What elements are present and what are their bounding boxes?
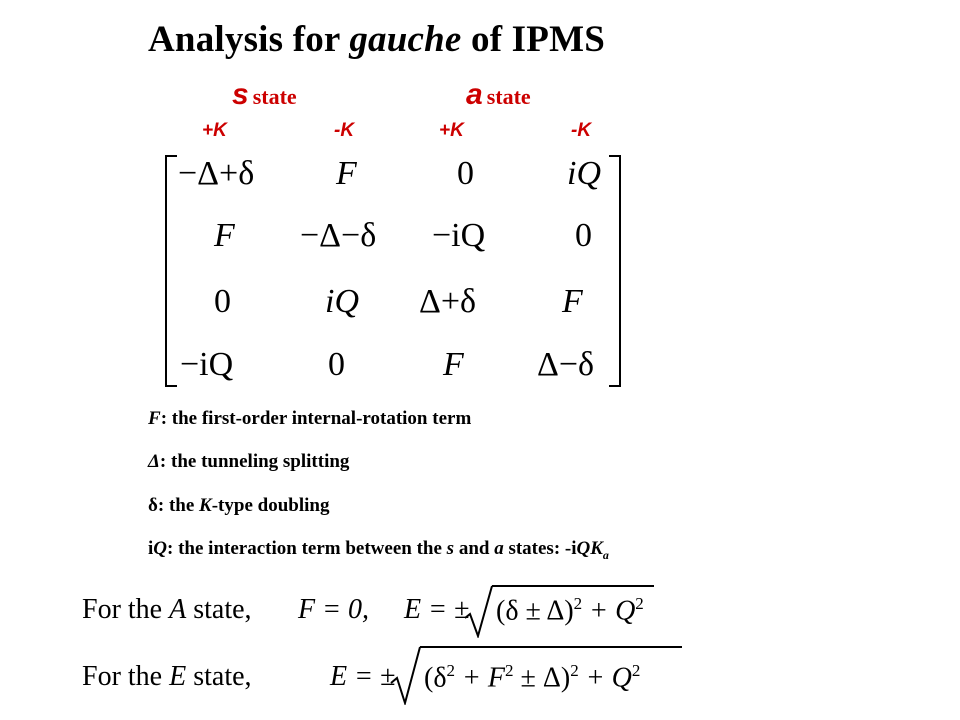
matrix-cell-r1c4-text: iQ bbox=[567, 155, 601, 192]
s-state-symbol: s bbox=[232, 78, 249, 111]
equation-e-plus-q: + Q bbox=[578, 662, 632, 694]
equation-a-lhs bbox=[404, 594, 469, 626]
title-text-italic: gauche bbox=[349, 19, 462, 60]
matrix-left-bracket bbox=[165, 155, 177, 387]
equation-a-label-post: state, bbox=[186, 594, 252, 625]
legend-iq-q: Q bbox=[153, 538, 168, 559]
matrix-cell-r4c1: −iQ bbox=[180, 346, 234, 383]
equation-a-square-2: 2 bbox=[635, 594, 644, 613]
legend-small-delta-text-2: -type doubling bbox=[211, 495, 330, 516]
matrix-cell-r2c1 bbox=[214, 217, 235, 255]
matrix-right-bracket bbox=[609, 155, 621, 387]
legend-f-symbol: F bbox=[148, 408, 161, 429]
matrix-cell-r3c3: Δ+δ bbox=[419, 283, 477, 320]
a-state-header bbox=[466, 78, 531, 112]
equation-e-square-d: 2 bbox=[446, 661, 456, 680]
legend-iq-s: s bbox=[446, 538, 455, 559]
equation-a-radicand bbox=[496, 594, 644, 627]
equation-e-square-1: 2 bbox=[570, 661, 579, 680]
equation-a-label-sym: A bbox=[169, 594, 187, 625]
equation-a-sqrt-bar bbox=[492, 585, 654, 587]
equation-e-square-2: 2 bbox=[631, 661, 641, 680]
matrix-cell-r3c1: 0 bbox=[214, 283, 231, 320]
equation-e-lhs-text: E = ± bbox=[330, 661, 396, 692]
page-title bbox=[148, 18, 605, 61]
equation-a-label bbox=[82, 594, 252, 626]
k-label-2: -K bbox=[334, 120, 355, 141]
equation-a-lhs-text: E = ± bbox=[404, 594, 470, 625]
matrix-cell-r3c4 bbox=[562, 283, 583, 321]
legend-delta-symbol: Δ bbox=[148, 451, 160, 472]
legend-small-delta bbox=[148, 495, 329, 517]
s-state-header bbox=[232, 78, 297, 112]
legend-delta-text: : the tunneling splitting bbox=[159, 451, 350, 472]
matrix-cell-r2c1-text: F bbox=[214, 217, 235, 254]
matrix-cell-r2c4: 0 bbox=[575, 217, 592, 254]
a-state-word: state bbox=[486, 84, 531, 109]
legend-f bbox=[148, 408, 471, 430]
equation-e-sqrt-sign bbox=[390, 645, 422, 705]
matrix-cell-r4c3-text: F bbox=[443, 346, 464, 383]
title-text-post: of IPMS bbox=[461, 19, 605, 60]
k-label-4: -K bbox=[571, 120, 592, 141]
matrix-cell-r1c1: −Δ+δ bbox=[178, 155, 255, 192]
legend-iq-text-1: : the interaction term between the bbox=[167, 538, 447, 559]
legend-f-text: : the first-order internal-rotation term bbox=[160, 408, 472, 429]
matrix-cell-r4c3 bbox=[443, 346, 464, 384]
equation-a-plus-q: + Q bbox=[582, 595, 636, 627]
equation-a-radicand-text: (δ ± Δ) bbox=[496, 595, 574, 627]
equation-e-open-paren: ( bbox=[424, 662, 434, 694]
legend-delta bbox=[148, 451, 349, 473]
legend-iq-text-2: and bbox=[454, 538, 495, 559]
legend-iq-sub: a bbox=[602, 547, 609, 562]
legend-iq-i: i bbox=[148, 538, 154, 559]
a-state-symbol: a bbox=[466, 78, 483, 111]
k-label-3: +K bbox=[439, 120, 464, 141]
s-state-word: state bbox=[252, 84, 297, 109]
equation-e-sqrt-bar bbox=[420, 646, 682, 648]
equation-a-sqrt-sign bbox=[464, 584, 494, 638]
matrix-cell-r4c4: Δ−δ bbox=[537, 346, 595, 383]
matrix-cell-r1c3: 0 bbox=[457, 155, 474, 192]
equation-e-plus-f: + F bbox=[455, 662, 506, 694]
legend-iq-qk: QK bbox=[576, 538, 603, 559]
legend-small-delta-symbol: δ bbox=[148, 495, 158, 516]
equation-e-small-delta: δ bbox=[433, 662, 447, 694]
equation-e-pm-delta: ± Δ) bbox=[513, 662, 571, 694]
equation-e-label-sym: E bbox=[169, 661, 187, 692]
legend-iq-a: a bbox=[494, 538, 504, 559]
matrix-cell-r2c2: −Δ−δ bbox=[300, 217, 377, 254]
equation-e-label-post: state, bbox=[186, 661, 252, 692]
legend-small-delta-k: K bbox=[199, 495, 212, 516]
equation-a-label-pre: For the bbox=[82, 594, 170, 625]
matrix-cell-r3c2 bbox=[325, 283, 359, 321]
matrix-cell-r1c2 bbox=[336, 155, 357, 193]
k-label-1: +K bbox=[202, 120, 227, 141]
legend-iq bbox=[148, 538, 609, 563]
matrix-cell-r1c4 bbox=[567, 155, 601, 193]
title-text-pre: Analysis for bbox=[148, 19, 350, 60]
equation-a-square-1: 2 bbox=[573, 594, 583, 613]
equation-a-condition-text: F = 0, bbox=[298, 594, 369, 625]
matrix-cell-r4c2: 0 bbox=[328, 346, 345, 383]
equation-a-condition bbox=[298, 594, 369, 626]
matrix-cell-r1c2-text: F bbox=[336, 155, 357, 192]
equation-e-label bbox=[82, 661, 252, 693]
matrix-cell-r2c3: −iQ bbox=[432, 217, 486, 254]
legend-small-delta-text-1: : the bbox=[157, 495, 200, 516]
matrix-cell-r3c4-text: F bbox=[562, 283, 583, 320]
equation-e-lhs bbox=[330, 661, 395, 693]
legend-iq-text-3: states: -i bbox=[503, 538, 577, 559]
equation-e-radicand bbox=[424, 661, 640, 694]
equation-e-square-f: 2 bbox=[505, 661, 514, 680]
equation-e-label-pre: For the bbox=[82, 661, 170, 692]
matrix-cell-r3c2-text: iQ bbox=[325, 283, 359, 320]
